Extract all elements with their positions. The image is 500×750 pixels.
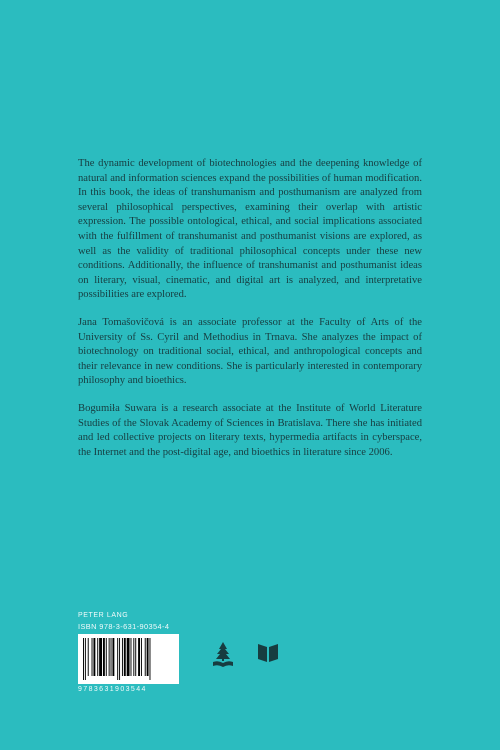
publisher-name: PETER LANG — [78, 612, 129, 619]
tree-book-logo-icon — [210, 640, 236, 673]
open-book-logo-icon — [257, 643, 279, 668]
barcode — [78, 634, 179, 684]
book-description: The dynamic development of biotechnologies and the deepening knowledge of natural and information sciences expand the possibilities of human modification. In this book, the ideas of transhumanism and posthumanism are analyzed from several philosophical perspectives, examining their overlap with artistic expression. The possible ontological, ethical, and social implications associated with the fulfillment of transhumanist and posthumanist visions are explored, as well as the validity of traditional philosophical concepts under these new conditions. Additionally, the influence of transhumanist and posthumanist ideas on literary, visual, cinematic, and digital art is analyzed, and interpretative possibilities are explored. — [78, 158, 422, 301]
barcode-bars-icon — [82, 638, 175, 680]
barcode-number: 9783631903544 — [78, 686, 147, 693]
isbn-label: ISBN 978-3-631-90354-4 — [78, 622, 170, 631]
author-bio-suwara: Bogumiła Suwara is a research associate at the Institute of World Literature Studies of the Slovak Academy of Sciences in Bratislava. There she has initiated and led collective projects on literary texts, hypermedia artifacts in cyberspace, the Internet and the post-digital age, and bioethics in literature since 2006. — [78, 402, 422, 458]
author-bio-tomasovicova: Jana Tomašovičová is an associate professor at the Faculty of Arts of the University of Ss. Cyril and Methodius in Trnava. She analyzes the impact of biotechnology on traditional social, ethical, and anthropological concepts and their relevance in new conditions. She is particularly interested in contemporary philosophy and bioethics. — [78, 316, 422, 387]
back-cover-blurb — [78, 157, 422, 473]
